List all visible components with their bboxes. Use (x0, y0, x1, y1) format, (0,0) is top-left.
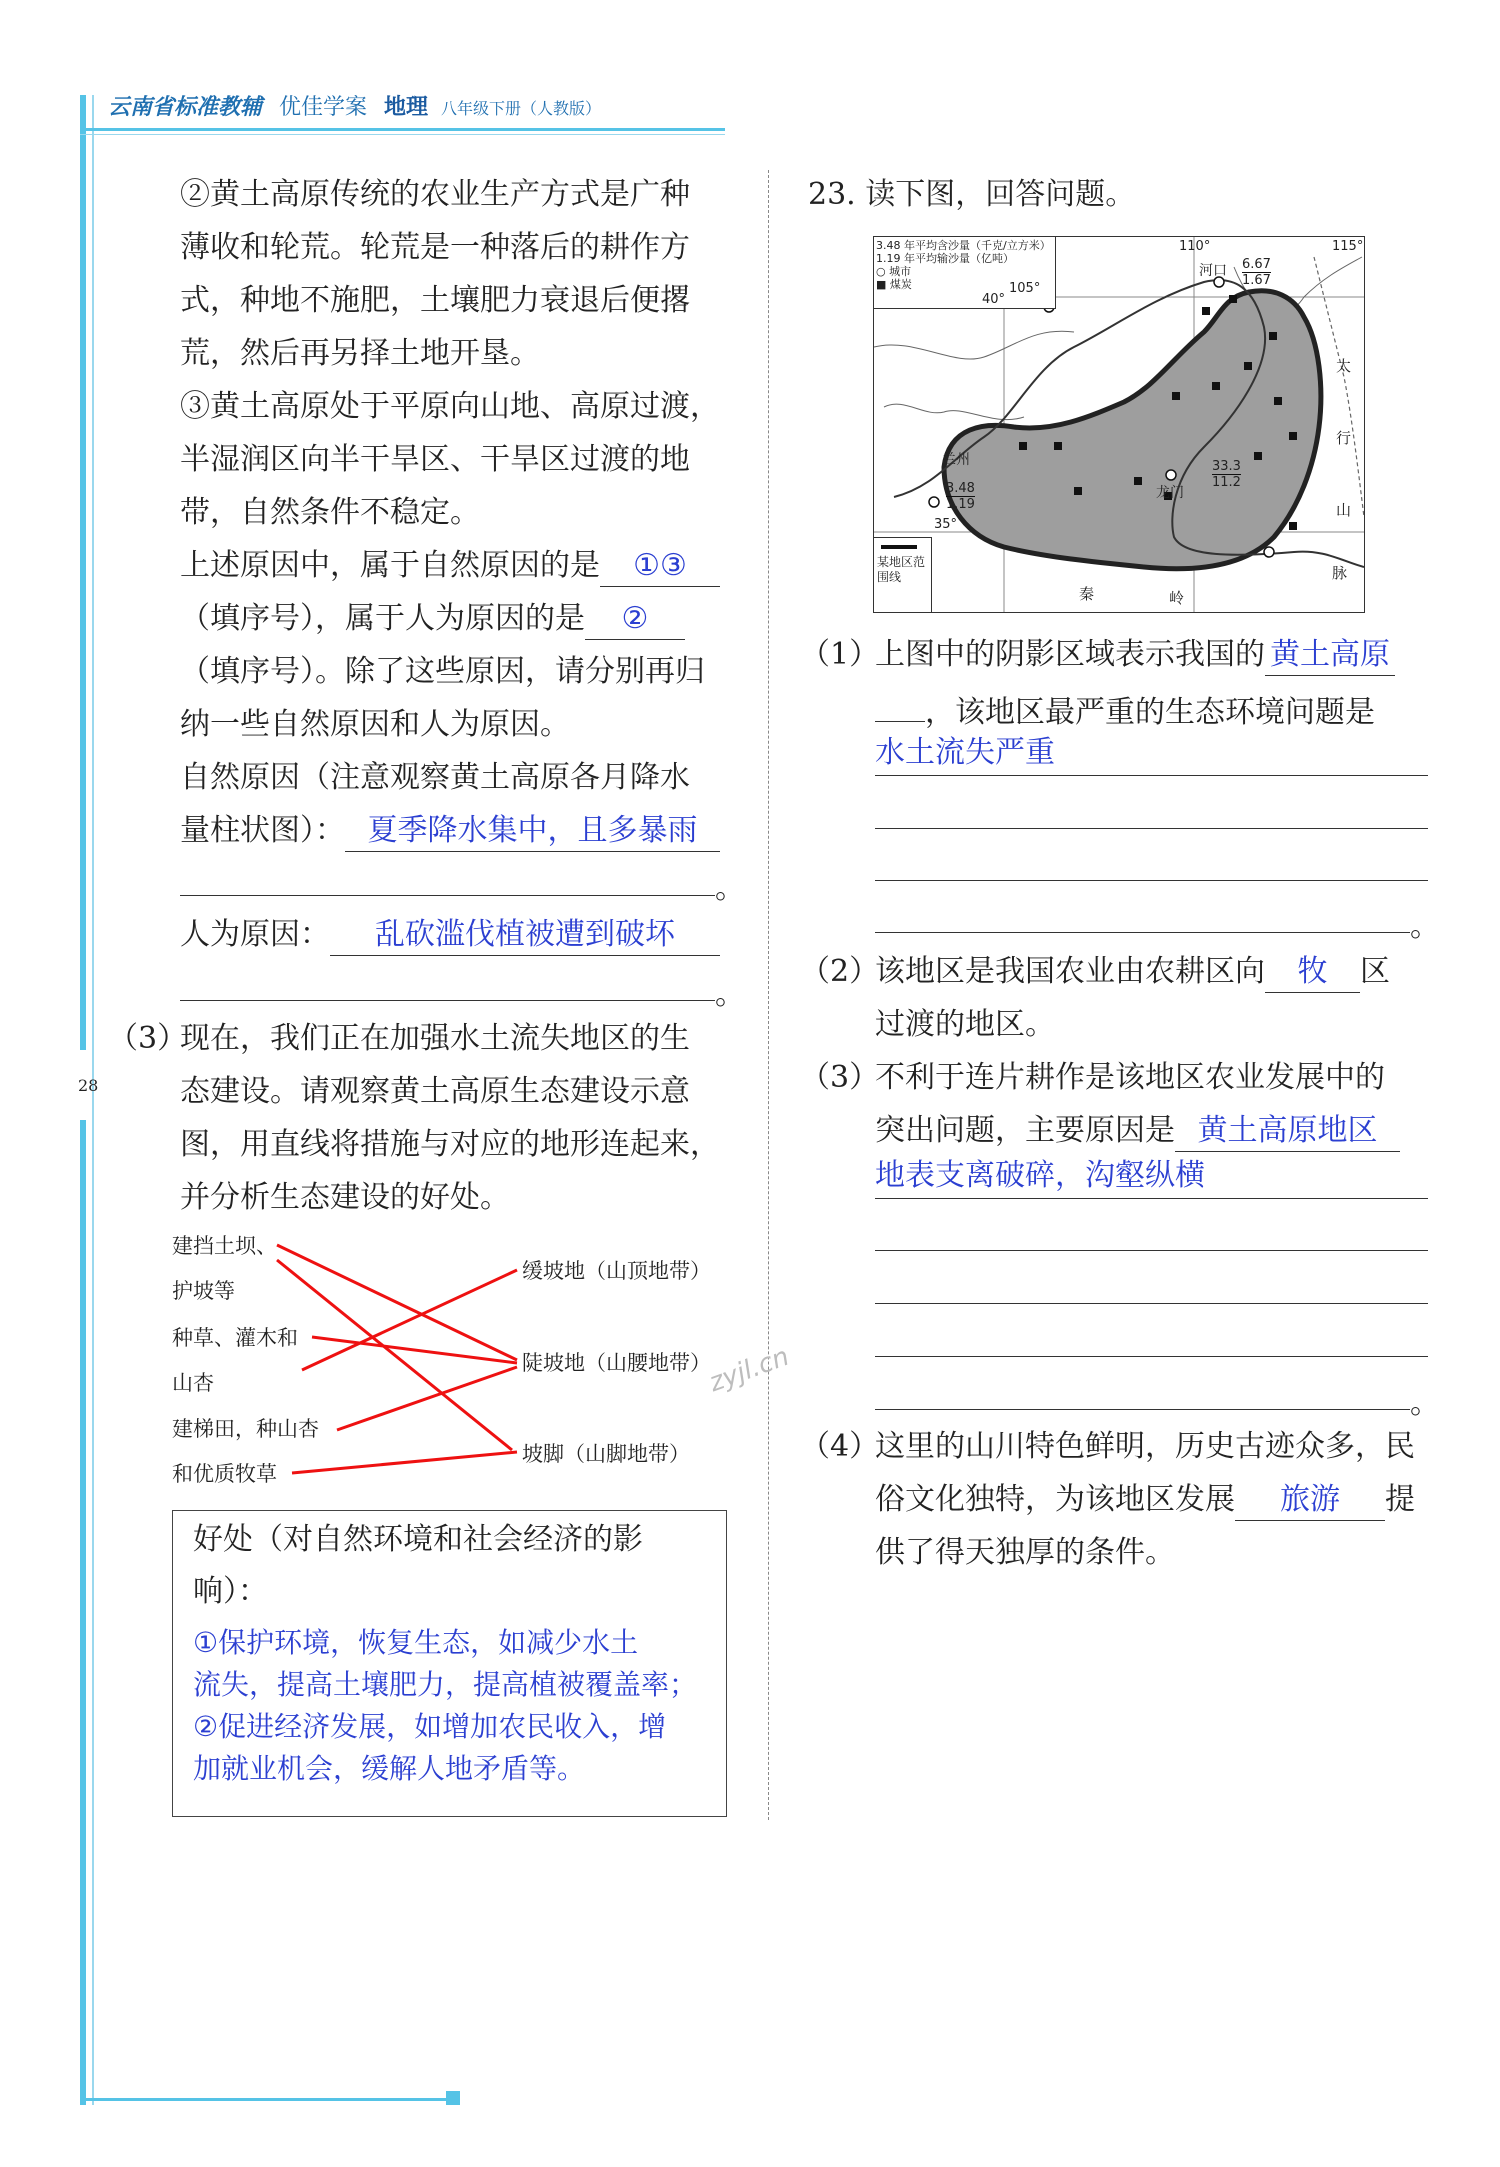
r-q3-line1: 不利于连片耕作是该地区农业发展中的 (875, 1060, 1385, 1095)
page-header (108, 90, 601, 121)
measure-3b: 和优质牧草 (172, 1462, 277, 1486)
qinling-2: 岭 (1169, 589, 1185, 607)
human-answer: ② (621, 601, 649, 636)
matching-diagram (172, 1230, 742, 1500)
r-q4-line2 (875, 1473, 1415, 1526)
natural-label-line (180, 804, 720, 857)
matching-lines (172, 1230, 742, 1500)
header-subject: 地理 (384, 95, 429, 120)
footer-square (446, 2091, 460, 2105)
human-label: 人为原因： (180, 917, 330, 952)
r-q3-answer2-row (875, 1153, 1428, 1199)
taihang-4: 脉 (1332, 564, 1348, 582)
r-q1-number: （1） (800, 637, 880, 672)
lon-110: 110° (1179, 239, 1211, 254)
natural-label-2: 量柱状图）： (180, 813, 345, 848)
legend-sand-unit: 1.19 年平均输沙量（亿吨） (876, 252, 1014, 265)
r-q1-text2: ，该地区最严重的生态环境问题是 (925, 695, 1375, 730)
hekou-val2: 1.67 (1242, 273, 1271, 288)
natural-extra-line[interactable] (180, 895, 715, 896)
q-line3: （填序号）。除了这些原因，请分别再归 (180, 654, 705, 689)
header-rule (80, 128, 725, 131)
r-q2-line1 (875, 945, 1390, 998)
r-q4-line3: 供了得天独厚的条件。 (875, 1535, 1175, 1570)
q-human-line (180, 592, 685, 645)
human-extra-line[interactable] (180, 1000, 715, 1001)
header-series: 云南省标准教辅 (108, 95, 263, 120)
margin-bar-bottom (80, 1120, 86, 2105)
r-q3-answer1: 黄土高原地区 (1197, 1113, 1378, 1148)
r-q1-answer2-row (875, 730, 1428, 776)
benefit-answer-3: ②促进经济发展，如增加农民收入，增 (193, 1710, 667, 1743)
r-q4-answer: 旅游 (1280, 1482, 1340, 1517)
longmen-label: 龙门 (1156, 485, 1184, 501)
natural-answer-blank[interactable] (600, 546, 720, 587)
r-q2-text1: 该地区是我国农业由农耕区向 (875, 954, 1265, 989)
para2-line2: 薄收和轮荒。轮荒是一种落后的耕作方 (180, 230, 690, 265)
qinling-1: 秦 (1079, 585, 1095, 603)
taihang-3: 山 (1336, 501, 1352, 519)
r-q4-number: （4） (800, 1429, 880, 1464)
taihang-1: 太 (1336, 357, 1352, 375)
lon-105: 105° (1009, 281, 1041, 296)
r-q2-answer: 牧 (1297, 954, 1328, 989)
measure-2: 种草、灌木和 (172, 1326, 298, 1350)
para3-line1: ③黄土高原处于平原向山地、高原过渡， (180, 389, 720, 424)
map-legend (874, 237, 1056, 309)
natural-reason-answer: 夏季降水集中，且多暴雨 (367, 813, 698, 848)
footer-rule (80, 2098, 450, 2101)
r-q3-line-b[interactable] (875, 1303, 1428, 1304)
r-q3-text2: 突出问题，主要原因是 (875, 1113, 1175, 1148)
watermark: zyjl.cn (705, 1341, 794, 1399)
natural-answer: ①③ (633, 548, 687, 583)
q-natural-prefix: 上述原因中，属于自然原因的是 (180, 548, 600, 583)
loess-plateau-map (873, 236, 1365, 613)
legend-coal: 煤炭 (889, 278, 912, 291)
lat-35: 35° (934, 517, 958, 532)
r-q1-period: 。 (1410, 909, 1440, 944)
measure-3: 建梯田，种山杏 (172, 1417, 319, 1441)
terrain-2: 陡坡地（山腰地带） (522, 1351, 711, 1375)
r-q1-blank1[interactable] (1265, 635, 1395, 676)
longmen-val2: 11.2 (1212, 475, 1241, 490)
benefit-box (172, 1510, 727, 1817)
measure-1: 建挡土坝、 (172, 1234, 277, 1258)
hekou-label: 河口 (1199, 263, 1227, 279)
r-q2-line2: 过渡的地区。 (875, 1007, 1055, 1042)
human-label-line (180, 908, 720, 961)
header-book: 优佳学案 (279, 95, 368, 120)
lanzhou-val2: 1.19 (946, 497, 975, 512)
para2-line4: 荒，然后再另择土地开垦。 (180, 336, 540, 371)
q3-number: （3） (108, 1021, 188, 1056)
benefit-answer-1: ①保护环境，恢复生态，如减少水土 (193, 1626, 639, 1659)
para2-line1: ②黄土高原传统的农业生产方式是广种 (180, 177, 690, 212)
r-q4-text3: 提 (1385, 1482, 1415, 1517)
q3-line1: 现在，我们正在加强水土流失地区的生 (180, 1021, 690, 1056)
r-q1-answer2: 水土流失严重 (875, 735, 1055, 770)
lat-40: 40° (982, 292, 1006, 307)
r-q3-number: （3） (800, 1060, 880, 1095)
region-line-icon (881, 545, 917, 549)
benefit-answer-2: 流失，提高土壤肥力，提高植被覆盖率； (193, 1668, 698, 1701)
q3-line2: 态建设。请观察黄土高原生态建设示意 (180, 1074, 690, 1109)
legend-city-row (876, 265, 1053, 278)
lon-115: 115° (1332, 239, 1364, 254)
lanzhou-label: 兰州 (942, 452, 970, 468)
lanzhou-val1: 3.48 (946, 481, 975, 496)
human-period: 。 (715, 977, 745, 1012)
benefit-answer-4: 加就业机会，缓解人地矛盾等。 (193, 1752, 586, 1785)
para3-line2: 半湿润区向半干旱区、干旱区过渡的地 (180, 442, 690, 477)
taihang-2: 行 (1336, 429, 1352, 447)
benefit-label-2: 响）： (193, 1574, 268, 1609)
r-q2-blank[interactable] (1265, 952, 1360, 993)
r-q3-line-c[interactable] (875, 1356, 1428, 1357)
longmen-val1: 33.3 (1212, 459, 1241, 474)
human-answer-blank[interactable] (585, 599, 685, 640)
r-q3-blank1[interactable] (1175, 1111, 1400, 1152)
header-rule-thin (80, 134, 725, 135)
margin-bar-inner (92, 95, 94, 2105)
human-reason-answer: 乱砍滥伐植被遭到破坏 (375, 917, 675, 952)
r-q1-text1: 上图中的阴影区域表示我国的 (875, 637, 1265, 672)
column-divider (768, 170, 769, 1820)
r-q3-period: 。 (1410, 1386, 1440, 1421)
q23-title: 23. 读下图，回答问题。 (808, 177, 1136, 212)
match-line-6 (292, 1452, 517, 1473)
r-q1-answer1: 黄土高原 (1270, 637, 1390, 672)
q3-line3: 图，用直线将措施与对应的地形连起来， (180, 1127, 720, 1162)
r-q4-text2: 俗文化独特，为该地区发展 (875, 1482, 1235, 1517)
q-line4: 纳一些自然原因和人为原因。 (180, 707, 570, 742)
r-q1-line-a[interactable] (875, 828, 1428, 829)
r-q3-answer2: 地表支离破碎，沟壑纵横 (875, 1158, 1205, 1193)
r-q3-line2 (875, 1104, 1400, 1157)
terrain-3: 坡脚（山脚地带） (522, 1442, 690, 1466)
q-natural-line (180, 539, 720, 592)
natural-reason-blank[interactable] (345, 811, 720, 852)
r-q2-number: （2） (800, 954, 880, 989)
margin-bar-top (80, 95, 86, 1050)
r-q3-line-a[interactable] (875, 1250, 1428, 1251)
r-q1-line-b[interactable] (875, 880, 1428, 881)
match-line-5 (337, 1367, 517, 1430)
r-q2-text2: 区 (1360, 954, 1390, 989)
measure-2b: 山杏 (172, 1371, 214, 1395)
r-q1-line1 (875, 628, 1395, 681)
hekou-val1: 6.67 (1242, 257, 1271, 272)
city-symbol-icon: ○ (876, 265, 886, 278)
r-q1-line-c[interactable] (875, 932, 1410, 933)
para3-line3: 带，自然条件不稳定。 (180, 495, 480, 530)
legend-city: 城市 (889, 265, 912, 278)
para2-line3: 式，种地不施肥，土壤肥力衰退后便撂 (180, 283, 690, 318)
benefit-label-1: 好处（对自然环境和社会经济的影 (193, 1522, 643, 1557)
match-line-1 (277, 1245, 517, 1360)
r-q1-blank-cont[interactable] (875, 681, 925, 722)
r-q4-blank[interactable] (1235, 1480, 1385, 1521)
natural-period: 。 (715, 871, 745, 906)
q-human-prefix: （填序号），属于人为原因的是 (180, 601, 585, 636)
legend-region: 某地区范围线 (877, 555, 926, 584)
legend-sand: 3.48 年平均含沙量（千克/立方米） (876, 239, 1051, 252)
r-q3-line-d[interactable] (875, 1409, 1410, 1410)
legend-region-box (874, 537, 932, 612)
match-line-4 (302, 1270, 517, 1370)
human-reason-blank[interactable] (330, 915, 720, 956)
terrain-1: 缓坡地（山顶地带） (522, 1259, 711, 1283)
q3-line4: 并分析生态建设的好处。 (180, 1180, 510, 1215)
coal-symbol-icon: ■ (876, 278, 887, 291)
page-number: 28 (78, 1076, 99, 1095)
r-q4-line1: 这里的山川特色鲜明，历史古迹众多，民 (875, 1429, 1415, 1464)
natural-label-1: 自然原因（注意观察黄土高原各月降水 (180, 760, 690, 795)
measure-1b: 护坡等 (172, 1279, 235, 1303)
header-grade: 八年级下册（人教版） (441, 99, 602, 118)
